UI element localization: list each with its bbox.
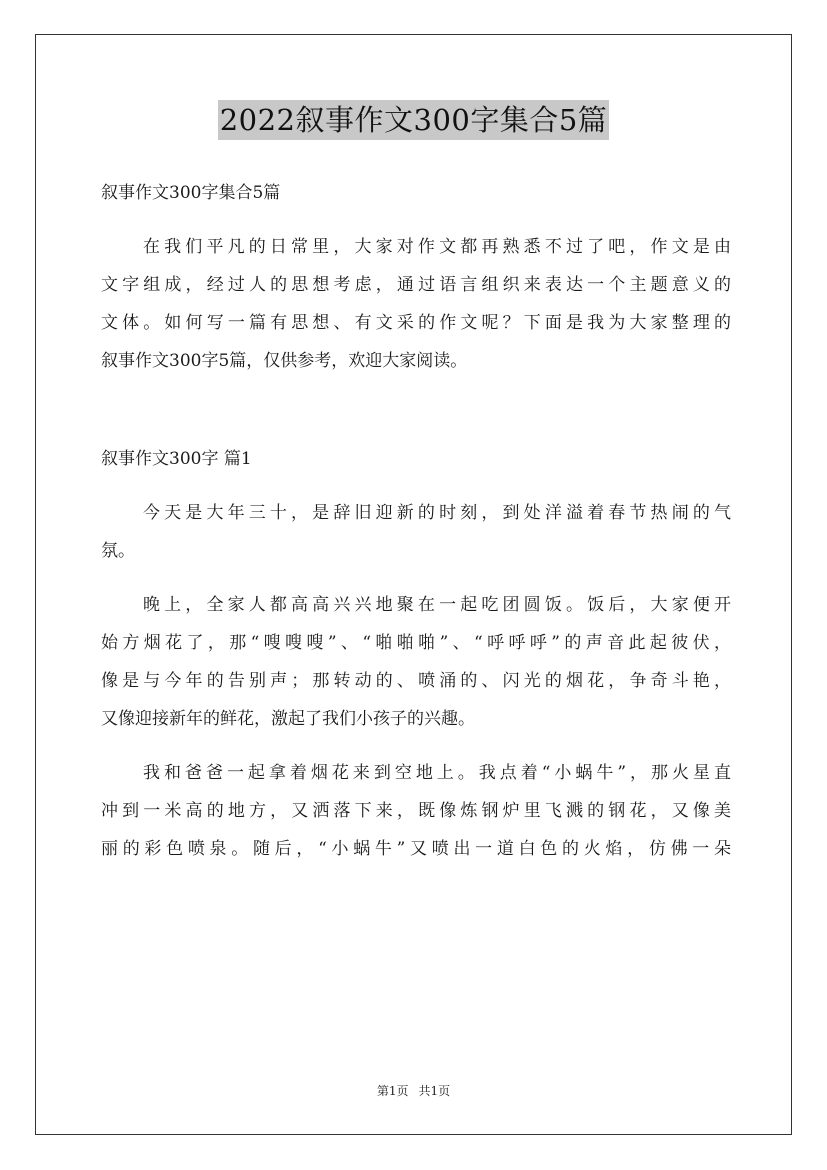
document-title: 2022叙事作文300字集合5篇	[218, 100, 610, 140]
page-footer	[0, 1083, 827, 1099]
paragraph-2	[101, 586, 731, 738]
paragraph-line: 丽的彩色喷泉。随后，“小蜗牛”又喷出一道白色的火焰，仿佛一朵	[101, 839, 731, 859]
intro-paragraph	[101, 228, 731, 380]
paragraph-line: 冲到一米高的地方，又洒落下来，既像炼钢炉里飞溅的钢花，又像美	[101, 801, 731, 821]
paragraph-line: 文体。如何写一篇有思想、有文采的作文呢？下面是我为大家整理的	[101, 313, 731, 333]
paragraph-1	[101, 494, 731, 570]
document-subtitle: 叙事作文300字集合5篇	[101, 183, 281, 203]
paragraph-line: 像是与今年的告别声；那转动的、喷涌的、闪光的烟花，争奇斗艳，	[101, 671, 731, 691]
section-gap	[101, 396, 731, 440]
paragraph-line: 氛。	[101, 541, 135, 561]
page-number-total: 共1页	[418, 1084, 451, 1098]
paragraph-3	[101, 754, 731, 868]
section-heading: 叙事作文300字 篇1	[101, 449, 252, 469]
title-container	[0, 100, 827, 140]
paragraph-line: 文字组成，经过人的思想考虑，通过语言组织来表达一个主题意义的	[101, 275, 731, 295]
paragraph-line: 晚上，全家人都高高兴兴地聚在一起吃团圆饭。饭后，大家便开	[143, 595, 731, 615]
paragraph-line: 在我们平凡的日常里，大家对作文都再熟悉不过了吧，作文是由	[143, 237, 731, 257]
document-body	[101, 174, 731, 884]
paragraph-line: 今天是大年三十，是辞旧迎新的时刻，到处洋溢着春节热闹的气	[143, 503, 731, 523]
paragraph-line: 叙事作文300字5篇，仅供参考，欢迎大家阅读。	[101, 351, 468, 371]
page-number-current: 第1页	[376, 1084, 409, 1098]
paragraph-line: 始方烟花了，那“嗖嗖嗖”、“啪啪啪”、“呼呼呼”的声音此起彼伏，	[101, 633, 731, 653]
paragraph-line: 又像迎接新年的鲜花，激起了我们小孩子的兴趣。	[101, 709, 475, 729]
paragraph-line: 我和爸爸一起拿着烟花来到空地上。我点着“小蜗牛”，那火星直	[143, 763, 731, 783]
